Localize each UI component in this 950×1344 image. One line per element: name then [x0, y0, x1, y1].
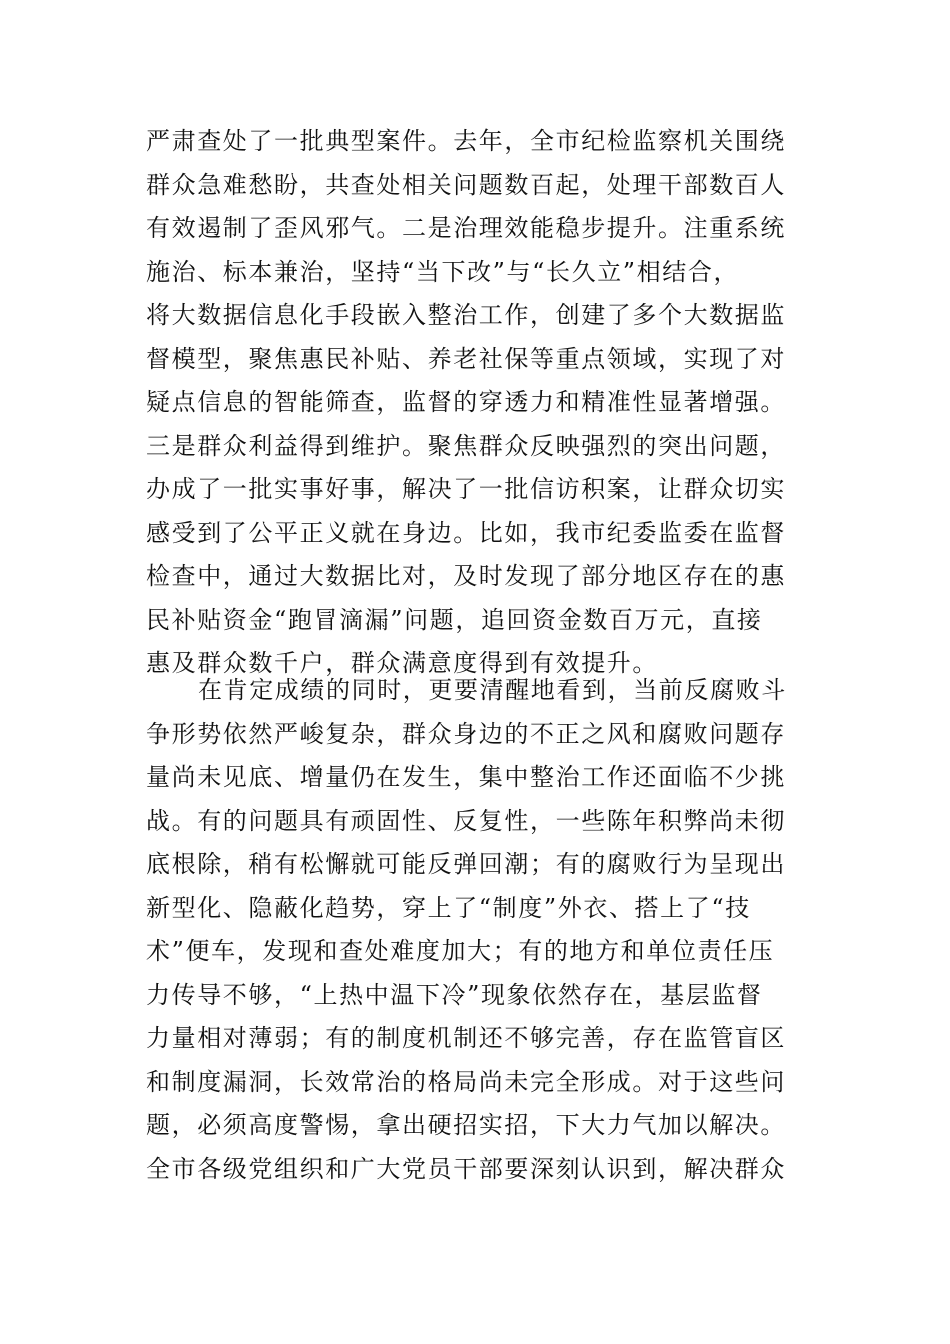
text-line: 全市各级党组织和广大党员干部要深刻认识到，解决群众	[146, 1154, 786, 1183]
text-line: 将大数据信息化手段嵌入整治工作，创建了多个大数据监	[146, 301, 786, 329]
text-line: 督模型，聚焦惠民补贴、养老社保等重点领域，实现了对	[146, 344, 786, 373]
text-line: 新型化、隐蔽化趋势，穿上了“制度”外衣、搭上了“技	[146, 893, 751, 922]
text-line: 严肃查处了一批典型案件。去年，全市纪检监察机关围绕	[146, 127, 786, 155]
text-line: 题，必须高度警惕，拿出硬招实招，下大力气加以解决。	[146, 1111, 786, 1139]
text-line: 底根除，稍有松懈就可能反弹回潮；有的腐败行为呈现出	[146, 850, 786, 878]
text-line: 战。有的问题具有顽固性、反复性，一些陈年积弊尚未彻	[146, 806, 786, 835]
text-line: 三是群众利益得到维护。聚焦群众反映强烈的突出问题，	[146, 431, 786, 460]
text-line: 量尚未见底、增量仍在发生，集中整治工作还面临不少挑	[146, 763, 786, 791]
text-line: 术”便车，发现和查处难度加大；有的地方和单位责任压	[146, 937, 775, 965]
text-line: 施治、标本兼治，坚持“当下改”与“长久立”相结合，	[146, 257, 740, 286]
paragraph-2	[146, 669, 806, 1191]
text-line: 惠及群众数千户，群众满意度得到有效提升。	[146, 649, 658, 677]
text-line: 办成了一批实事好事，解决了一批信访积案，让群众切实	[146, 475, 786, 503]
paragraph-1	[146, 120, 806, 686]
text-line: 群众急难愁盼，共查处相关问题数百起，处理干部数百人	[146, 170, 786, 199]
text-line: 感受到了公平正义就在身边。比如，我市纪委监委在监督	[146, 518, 786, 547]
text-line: 力量相对薄弱；有的制度机制还不够完善，存在监管盲区	[146, 1024, 786, 1052]
text-line: 有效遏制了歪风邪气。二是治理效能稳步提升。注重系统	[146, 214, 786, 242]
text-line: 在肯定成绩的同时，更要清醒地看到，当前反腐败斗	[198, 676, 787, 704]
text-line: 力传导不够，“上热中温下冷”现象依然存在，基层监督	[146, 980, 763, 1009]
text-line: 检查中，通过大数据比对，及时发现了部分地区存在的惠	[146, 562, 786, 590]
text-line: 争形势依然严峻复杂，群众身边的不正之风和腐败问题存	[146, 719, 786, 748]
text-line: 疑点信息的智能筛查，监督的穿透力和精准性显著增强。	[146, 388, 786, 416]
text-line: 民补贴资金“跑冒滴漏”问题，追回资金数百万元，直接	[146, 605, 763, 634]
text-line: 和制度漏洞，长效常治的格局尚未完全形成。对于这些问	[146, 1067, 786, 1096]
